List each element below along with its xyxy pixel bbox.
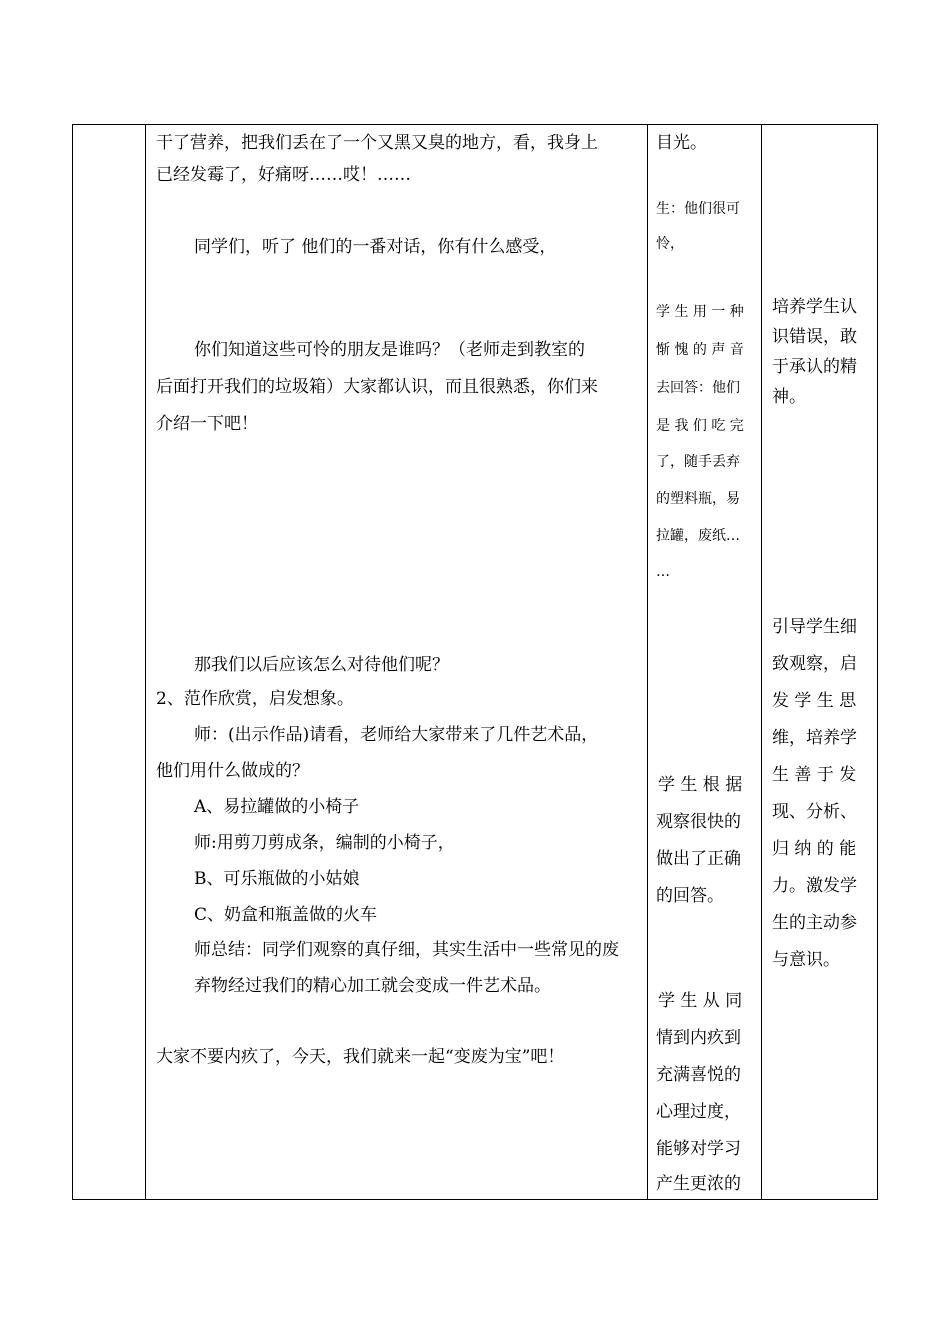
- text-line: 生的主动参: [772, 913, 857, 933]
- text-line: 识错误，敢: [772, 327, 857, 347]
- text-line: 学 生 用 一 种: [656, 304, 744, 320]
- text-line: 师:用剪刀剪成条，编制的小椅子，: [194, 833, 455, 853]
- text-line: 能够对学习: [656, 1139, 741, 1159]
- text-line: 致观察，启: [772, 654, 857, 674]
- text-line: 做出了正确: [656, 849, 741, 869]
- text-line: 生 善 于 发: [772, 765, 857, 785]
- text-line: 产生更浓的: [656, 1174, 741, 1194]
- text-line: 是 我 们 吃 完: [656, 418, 744, 434]
- text-line: 神。: [772, 387, 806, 407]
- text-line: 已经发霉了，好痛呀……哎！……: [156, 165, 411, 185]
- text-line: 观察很快的: [656, 812, 741, 832]
- text-line: …: [656, 564, 670, 580]
- text-line: 培养学生认: [772, 297, 857, 317]
- text-line: 同学们，听了 他们的一番对话，你有什么感受，: [194, 237, 557, 257]
- text-line: 拉罐，废纸…: [656, 528, 740, 544]
- design-intent-column: [762, 125, 877, 1199]
- text-line: 生：他们很可: [656, 201, 740, 217]
- text-line: 引导学生细: [772, 617, 857, 637]
- text-line: 去回答：他们: [656, 380, 740, 396]
- text-line: A、易拉罐做的小椅子: [194, 797, 360, 817]
- text-line: 学 生 从 同: [658, 991, 743, 1011]
- text-line: 你们知道这些可怜的朋友是谁吗？（老师走到教室的: [194, 340, 585, 360]
- text-line: 那我们以后应该怎么对待他们呢？: [194, 655, 449, 675]
- teaching-content-column: [146, 125, 647, 1199]
- text-line: 2、范作欣赏，启发想象。: [156, 689, 354, 709]
- text-line: 师总结：同学们观察的真仔细，其实生活中一些常见的废: [194, 940, 619, 960]
- text-line: 于承认的精: [772, 357, 857, 377]
- text-line: 惭 愧 的 声 音: [656, 342, 744, 358]
- text-line: 了，随手丢弃: [656, 454, 740, 470]
- text-line: 力。激发学: [772, 876, 857, 896]
- text-line: 大家不要内疚了，今天，我们就来一起“变废为宝”吧！: [156, 1047, 565, 1067]
- text-line: 心理过度，: [656, 1102, 741, 1122]
- text-line: 后面打开我们的垃圾箱）大家都认识，而且很熟悉，你们来: [156, 377, 598, 397]
- text-line: 学 生 根 据: [658, 775, 743, 795]
- lesson-table: [72, 124, 878, 1200]
- student-activity-column: [648, 125, 761, 1199]
- text-line: B、可乐瓶做的小姑娘: [194, 869, 360, 889]
- text-line: 介绍一下吧！: [156, 414, 258, 434]
- text-line: 弃物经过我们的精心加工就会变成一件艺术品。: [194, 976, 551, 996]
- text-line: 师：(出示作品)请看，老师给大家带来了几件艺术品，: [194, 725, 599, 745]
- text-line: 情到内疚到: [656, 1028, 741, 1048]
- text-line: 目光。: [656, 133, 707, 153]
- text-line: 维，培养学: [772, 728, 857, 748]
- text-line: 归 纳 的 能: [772, 839, 857, 859]
- text-line: C、奶盒和瓶盖做的火车: [194, 905, 378, 925]
- text-line: 干了营养，把我们丢在了一个又黑又臭的地方，看，我身上: [156, 133, 598, 153]
- text-line: 他们用什么做成的？: [156, 761, 309, 781]
- text-line: 与意识。: [772, 950, 840, 970]
- text-line: 充满喜悦的: [656, 1065, 741, 1085]
- text-line: 发 学 生 思: [772, 691, 857, 711]
- text-line: 怜，: [656, 236, 684, 252]
- text-line: 的塑料瓶，易: [656, 491, 740, 507]
- text-line: 的回答。: [656, 886, 724, 906]
- text-line: 现、分析、: [772, 802, 857, 822]
